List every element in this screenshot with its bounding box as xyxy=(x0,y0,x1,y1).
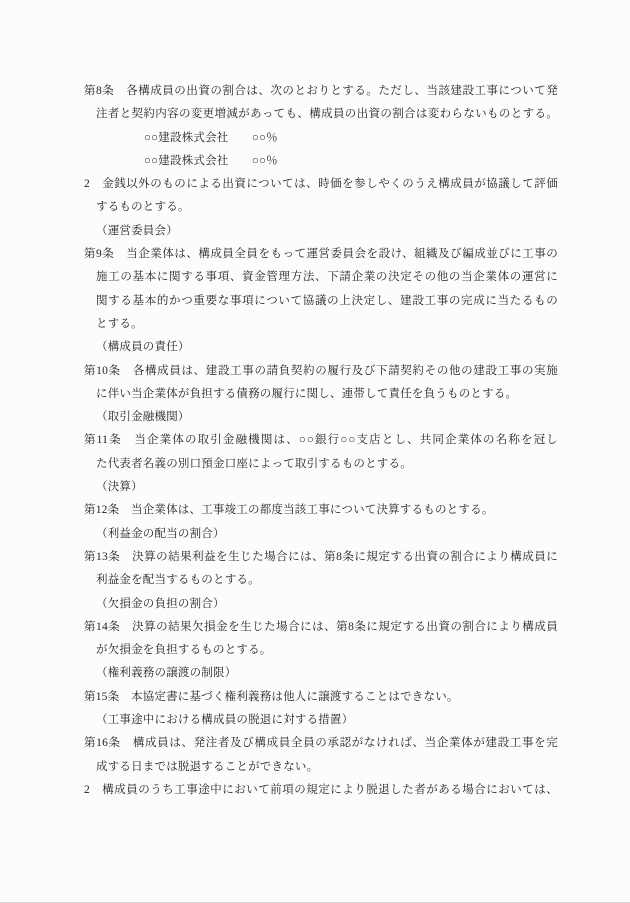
document-line: （権利義務の譲渡の制限） xyxy=(96,667,237,680)
document-line: ○○建設株式会社 ○○％ xyxy=(144,154,278,167)
document-line: 第14条 決算の結果欠損金を生じた場合には、第8条に規定する出資の割合により構成員 xyxy=(84,620,558,633)
document-line: 第8条 各構成員の出資の割合は、次のとおりとする。ただし、当該建設工事について発 xyxy=(84,85,558,97)
document-line: 第9条 当企業体は、構成員全員をもって運営委員会を設け、組織及び編成並びに工事の xyxy=(84,248,558,261)
document-line: に伴い当企業体が負担する債務の履行に関し、連帯して責任を負うものとする。 xyxy=(96,387,518,400)
document-line: 2 構成員のうち工事途中において前項の規定により脱退した者がある場合においては、 xyxy=(84,783,558,796)
document-line: が欠損金を負担するものとする。 xyxy=(96,644,272,657)
document-line: 第15条 本協定書に基づく権利義務は他人に譲渡することはできない。 xyxy=(84,690,459,703)
document-line: （工事途中における構成員の脱退に対する措置） xyxy=(96,714,354,727)
document-line: するものとする。 xyxy=(96,201,190,214)
document-line: （構成員の責任） xyxy=(96,341,190,354)
document-line: （欠損金の負担の割合） xyxy=(96,597,225,610)
document-line: 第11条 当企業体の取引金融機関は、○○銀行○○支店とし、共同企業体の名称を冠し xyxy=(84,434,558,447)
document-line: 利益金を配当するものとする。 xyxy=(96,574,260,587)
document-line: 施工の基本に関する事項、資金管理方法、下請企業の決定その他の当企業体の運営に xyxy=(96,271,558,284)
document-line: 第10条 各構成員は、建設工事の請負契約の履行及び下請契約その他の建設工事の実施 xyxy=(84,364,558,377)
document-line: 第12条 当企業体は、工事竣工の都度当該工事について決算するものとする。 xyxy=(84,504,494,517)
document-line: た代表者名義の別口預金口座によって取引するものとする。 xyxy=(96,457,412,470)
document-line: （利益金の配当の割合） xyxy=(96,527,225,540)
document-line: （決算） xyxy=(96,481,143,494)
document-line: 注者と契約内容の変更増減があっても、構成員の出資の割合は変わらないものとする。 xyxy=(96,108,558,121)
document-line: 成する日までは脱退することができない。 xyxy=(96,760,319,773)
document-line: とする。 xyxy=(96,317,143,330)
document-line: 関する基本的かつ重要な事項について協議の上決定し、建設工事の完成に当たるもの xyxy=(96,294,558,307)
document-line: 2 金銭以外のものによる出資については、時価を参しやくのうえ構成員が協議して評価 xyxy=(84,178,558,191)
document-line: ○○建設株式会社 ○○％ xyxy=(144,131,278,144)
document-line: （運営委員会） xyxy=(96,224,178,237)
document-line: 第16条 構成員は、発注者及び構成員全員の承認がなければ、当企業体が建設工事を完 xyxy=(84,737,558,750)
document-line: 第13条 決算の結果利益を生じた場合には、第8条に規定する出資の割合により構成員に xyxy=(84,550,558,563)
document-body xyxy=(84,80,558,802)
document-line: （取引金融機関） xyxy=(96,411,190,424)
